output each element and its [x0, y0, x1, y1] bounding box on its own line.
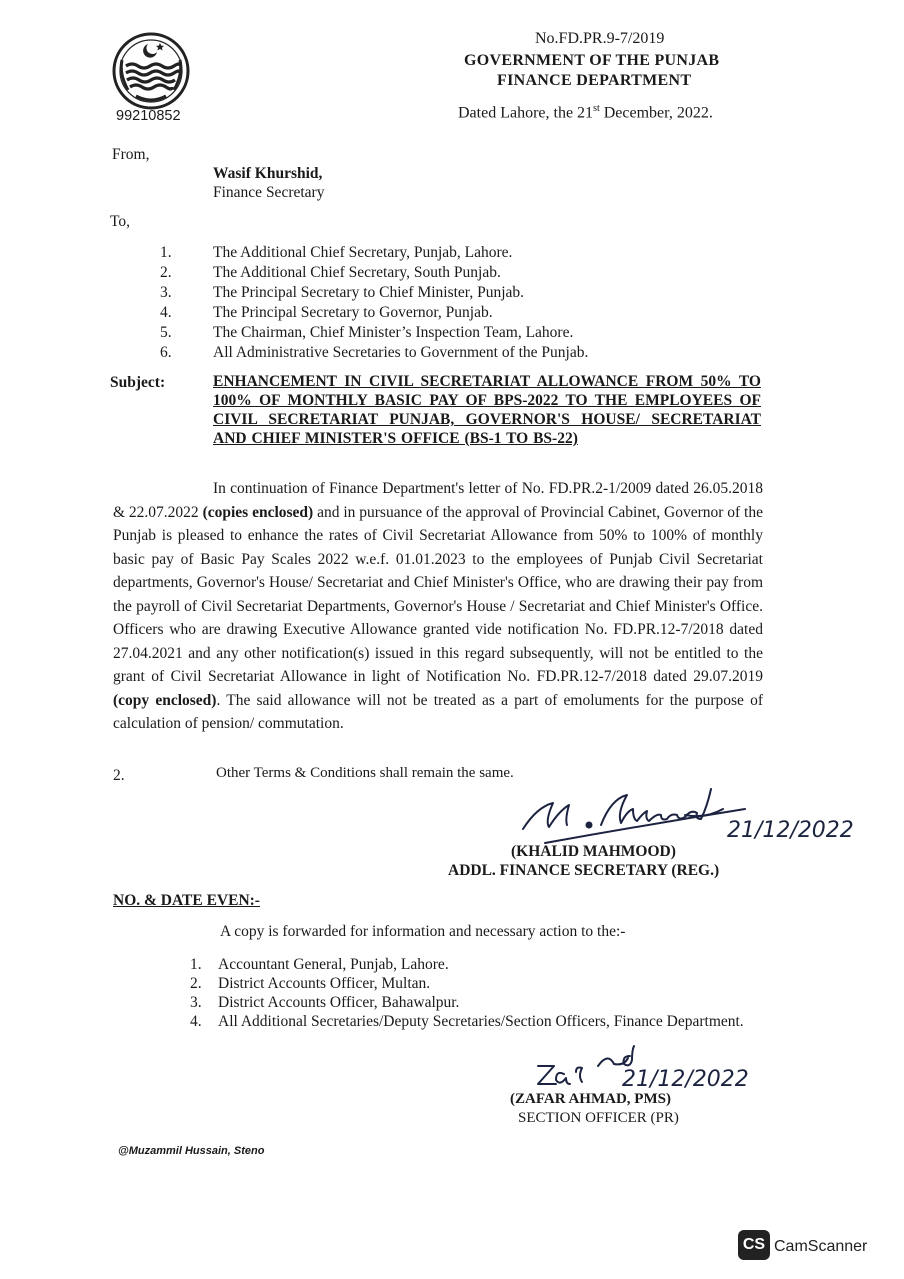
government-heading: GOVERNMENT OF THE PUNJAB — [464, 52, 720, 69]
sender-name: Wasif Khurshid, — [213, 165, 323, 182]
signer-2-name: (ZAFAR AHMAD, PMS) — [510, 1091, 671, 1107]
signature-1-date: 21/12/2022 — [727, 818, 854, 843]
forward-item: 2. District Accounts Officer, Multan. — [190, 975, 431, 992]
paragraph-2-text: Other Terms & Conditions shall remain the same. — [216, 765, 514, 781]
date-line: Dated Lahore, the 21st December, 2022. — [458, 103, 713, 122]
camscanner-watermark: CamScanner — [774, 1238, 868, 1255]
subject-text: ENHANCEMENT IN CIVIL SECRETARIAT ALLOWANCE FROM 50% TO 100% OF MONTHLY BASIC PAY OF BPS-2022 TO THE EMPLOYEES OF CIVIL SECRETARIAT PUNJAB, GOVERNOR'S HOUSE/ SECRETARIAT AND CHIEF MINISTER'S OFFICE (BS-1 TO BS-22) — [213, 373, 761, 447]
from-label: From, — [112, 146, 150, 163]
recipient-item: 2. The Additional Chief Secretary, South Punjab. — [160, 264, 501, 281]
department-heading: FINANCE DEPARTMENT — [497, 72, 692, 89]
signer-2-title: SECTION OFFICER (PR) — [518, 1110, 679, 1126]
to-label: To, — [110, 213, 131, 230]
steno-credit: @Muzammil Hussain, Steno — [118, 1145, 265, 1157]
paragraph-2-number: 2. — [113, 767, 125, 784]
signer-1-name: (KHALID MAHMOOD) — [511, 843, 676, 860]
copy-intro: A copy is forwarded for information and necessary action to the:- — [220, 923, 626, 940]
no-and-date-heading: NO. & DATE EVEN:- — [113, 892, 260, 909]
sender-title: Finance Secretary — [213, 184, 325, 201]
signer-1-title: ADDL. FINANCE SECRETARY (REG.) — [448, 862, 720, 879]
file-number: 99210852 — [116, 108, 181, 124]
recipient-item: 6. All Administrative Secretaries to Government of the Punjab. — [160, 344, 589, 361]
forward-item: 1. Accountant General, Punjab, Lahore. — [190, 956, 449, 973]
forward-item: 4. All Additional Secretaries/Deputy Secretaries/Section Officers, Finance Department. — [190, 1013, 744, 1030]
recipient-item: 1. The Additional Chief Secretary, Punjab, Lahore. — [160, 244, 513, 261]
body-paragraph-1: In continuation of Finance Department's letter of No. FD.PR.2-1/2009 dated 26.05.2018 & 22.07.2022 (copies enclosed) and in pursuance of the approval of Provincial Cabinet, Governor of the Punjab is pleased to enhance the rates of Civil Secretariat Allowance from 50% to 100% of monthly basic pay of Basic Pay Scales 2022 w.e.f. 01.01.2023 to the employees of Punjab Civil Secretariat departments, Governor's House/ Secretariat and Chief Minister's Office, who are drawing their pay from the payroll of Civil Secretariat Departments, Governor's House / Secretariat and Chief Minister's Office. Officers who are drawing Executive Allowance granted vide notification No. FD.PR.12-7/2018 dated 27.04.2021 and any other notification(s) issued in this regard subsequently, will not be entitled to the grant of Civil Secretariat Allowance in light of Notification No. FD.PR.12-7/2018 dated 29.07.2019 (copy enclosed). The said allowance will not be treated as a part of emoluments for the purpose of calculation of pension/ commutation. — [113, 480, 763, 732]
forward-item: 3. District Accounts Officer, Bahawalpur. — [190, 994, 460, 1011]
signature-2-date: 21/12/2022 — [622, 1067, 749, 1092]
punjab-government-logo-icon — [112, 32, 190, 110]
recipient-item: 5. The Chairman, Chief Minister’s Inspection Team, Lahore. — [160, 324, 574, 341]
reference-number: No.FD.PR.9-7/2019 — [535, 30, 665, 47]
camscanner-logo-icon: CS — [738, 1230, 770, 1260]
subject-label: Subject: — [110, 374, 166, 391]
recipient-item: 4. The Principal Secretary to Governor, Punjab. — [160, 304, 493, 321]
recipient-item: 3. The Principal Secretary to Chief Minister, Punjab. — [160, 284, 525, 301]
